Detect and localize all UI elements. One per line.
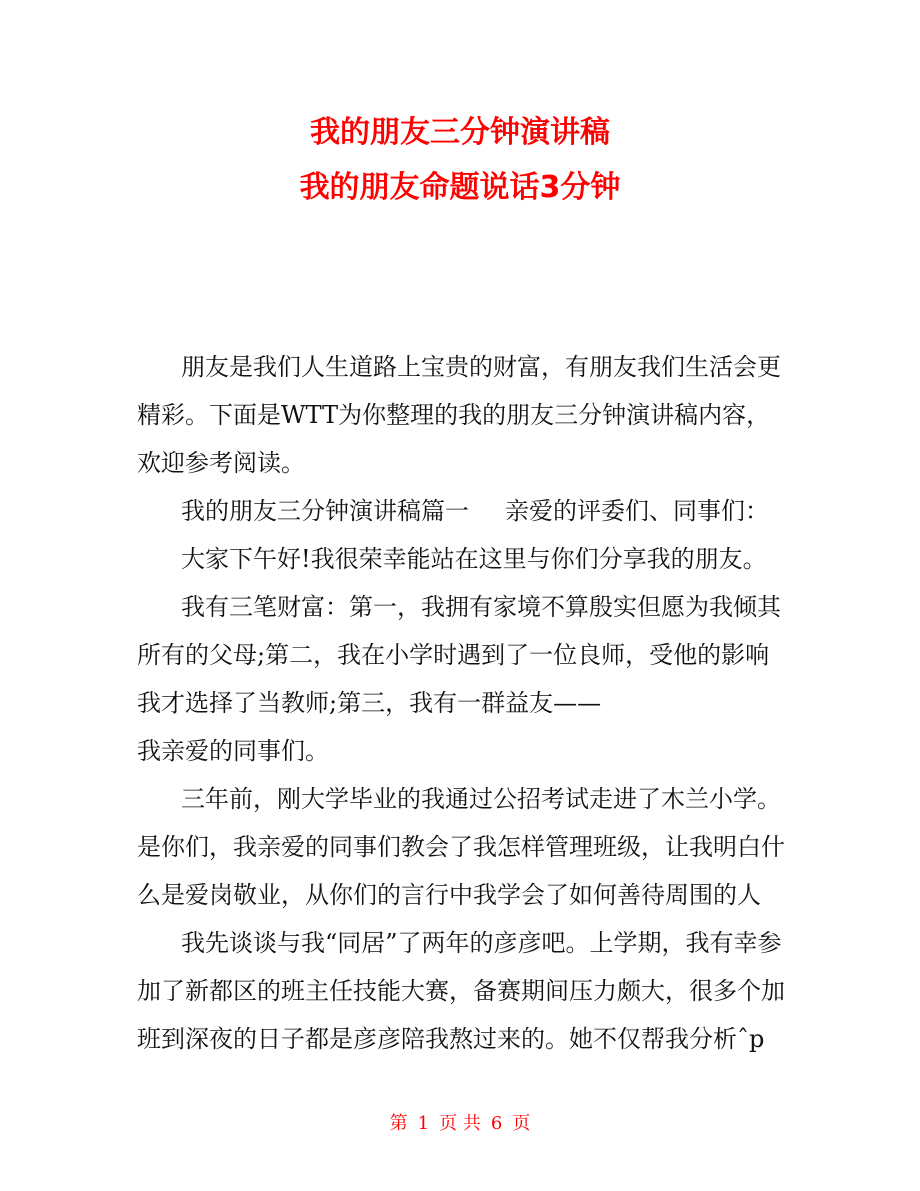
document-body — [137, 343, 787, 1063]
footer-prefix: 第 — [389, 1113, 408, 1134]
paragraph-greeting: 大家下午好!我很荣幸能站在这里与你们分享我的朋友。 — [181, 545, 767, 573]
paragraph-intro: 朋友是我们人生道路上宝贵的财富，有朋友我们生活会更精彩。下面是WTT为你整理的我的朋友三分钟演讲稿内容，欢迎参考阅读。 — [137, 353, 781, 477]
document-subtitle: 我的朋友命题说话3分钟 — [299, 170, 621, 205]
footer-suffix: 页 — [512, 1113, 531, 1134]
paragraph-section-heading — [137, 487, 787, 535]
salutation: 亲爱的评委们、同事们： — [505, 497, 769, 525]
section-title: 我的朋友三分钟演讲稿篇一 — [181, 497, 469, 525]
document-title: 我的朋友三分钟演讲稿 — [310, 115, 610, 150]
footer-middle: 页 共 — [439, 1113, 481, 1134]
paragraph-yanyan: 我先谈谈与我“同居”了两年的彦彦吧。上学期，我有幸参加了新都区的班主任技能大赛，备赛期间压力颇大，很多个加班到深夜的日子都是彦彦陪我熬过来的。她不仅帮我分析ˆp — [137, 929, 785, 1053]
page-footer — [0, 1112, 920, 1136]
paragraph-three-treasures: 我有三笔财富：第一，我拥有家境不算殷实但愿为我倾其所有的父母;第二，我在小学时遇到了一位良师，受他的影响我才选择了当教师;第三，我有一群益友—— — [137, 593, 781, 717]
footer-page-number: 1 — [417, 1113, 430, 1134]
footer-total-pages: 6 — [490, 1113, 503, 1134]
paragraph-colleagues: 我亲爱的同事们。 — [137, 737, 329, 765]
paragraph-three-years-ago: 三年前，刚大学毕业的我通过公招考试走进了木兰小学。是你们，我亲爱的同事们教会了我怎样管理班级，让我明白什么是爱岗敬业，从你们的言行中我学会了如何善待周围的人 — [137, 785, 785, 909]
